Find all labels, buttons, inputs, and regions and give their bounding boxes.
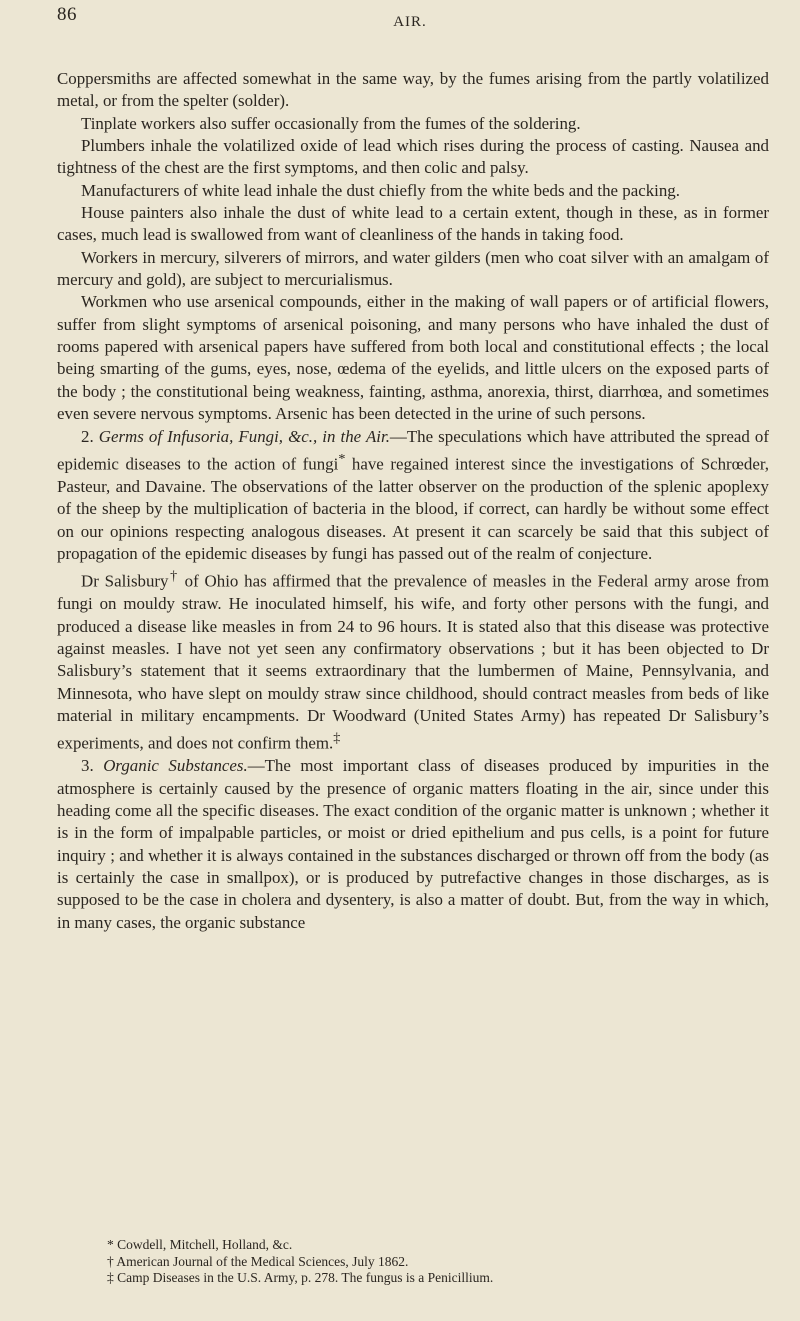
paragraph-arsenic: Workmen who use arsenical compounds, either in the making of wall papers or of artificial flowers, suffer from slight symptoms of arsenical poisoning, and many persons who have inhaled the dust of rooms papered with arsenical papers have suffered from both local and constitutional effects ; the local being smarting of the gums, eyes, nose, œdema of the eyelids, and little ulcers on the exposed parts of the body ; the constitutional being weakness, fainting, asthma, anorexia, thirst, diarrhœa, and sometimes even severe nervous symptoms. Arsenic has been detected in the urine of such persons. bbox=[57, 292, 769, 424]
section-3-number: 3. bbox=[81, 756, 94, 776]
salisbury-text-a: Dr Salisbury bbox=[81, 571, 169, 591]
paragraph-house-painters: House painters also inhale the dust of white lead to a certain extent, though in these, as in former cases, much lead is swallowed from want of cleanliness of the hands in taking food. bbox=[57, 203, 769, 245]
section-3-heading: Organic Substances. bbox=[103, 756, 248, 776]
paragraph-tinplate: Tinplate workers also suffer occasionally from the fumes of the soldering. bbox=[81, 113, 581, 133]
section-2-text-a: —The speculations which have attributed the spread of epidemic diseases to the action of fungi bbox=[57, 426, 769, 474]
footnote-2: † American Journal of the Medical Sciences, July 1862. bbox=[107, 1253, 409, 1269]
section-3-paragraph bbox=[57, 755, 769, 934]
section-2-text-b: have regained interest since the investigations of Schrœder, Pasteur, and Davaine. The observations of the latter observer on the production of the splenic apoplexy of the sheep by the multiplication of bacteria in the blood, if correct, can hardly be without some effect on our opinions respecting analogous diseases. At present it can scarcely be said that this subject of propagation of the epidemic diseases by fungi has passed out of the realm of conjecture. bbox=[57, 454, 769, 563]
footnote-ref-star: * bbox=[338, 450, 346, 467]
running-title: AIR. bbox=[393, 14, 427, 30]
footnote-1: * Cowdell, Mitchell, Holland, &c. bbox=[107, 1237, 293, 1252]
section-2-heading: Germs of Infusoria, Fungi, &c., in the Air. bbox=[98, 426, 390, 446]
footnotes bbox=[107, 1237, 757, 1287]
paragraph-white-lead: Manufacturers of white lead inhale the dust chiefly from the white beds and the packing. bbox=[81, 180, 680, 200]
section-2-number: 2. bbox=[81, 426, 94, 446]
body-text bbox=[57, 68, 769, 934]
footnote-3: ‡ Camp Diseases in the U.S. Army, p. 278. The fungus is a Penicillium. bbox=[107, 1270, 494, 1286]
footnote-ref-dagger: † bbox=[168, 568, 179, 585]
paragraph-salisbury bbox=[57, 565, 769, 755]
paragraph-mercury: Workers in mercury, silverers of mirrors, and water gilders (men who coat silver with an amalgam of mercury and gold), are subject to mercurialismus. bbox=[57, 247, 769, 290]
salisbury-text-b: of Ohio has affirmed that the prevalence of measles in the Federal army arose from fungi on mouldy straw. He inoculated himself, his wife, and forty other persons with the fungi, and produced a disease like measles in from 24 to 96 hours. It is stated also that this disease was protective against measles. I have not yet seen any confirmatory observations ; but it has been objected to Dr Salisbury’s statement that it seems extraordinary that the lumbermen of Maine, Pennsylvania, and Minnesota, who have slept on mouldy straw since childhood, should contract measles from beds of like material in military encampments. Dr Woodward (United States Army) has repeated Dr Salisbury’s experiments, and does not confirm them. bbox=[57, 571, 769, 753]
footnote-ref-double-dagger: ‡ bbox=[333, 730, 341, 747]
section-2-paragraph bbox=[57, 426, 769, 566]
paragraph-plumbers: Plumbers inhale the volatilized oxide of lead which rises during the process of casting. Nausea and tightness of the chest are the first symptoms, and then colic and palsy. bbox=[57, 136, 769, 178]
page-number: 86 bbox=[57, 4, 77, 25]
section-3-text: —The most important class of diseases produced by impurities in the atmosphere is certainly caused by the presence of organic matters floating in the air, since under this heading come all the specific diseases. The exact condition of the organic matter is unknown ; whether it is in the form of impalpable particles, or moist or dried epithelium and pus cells, is a point for future inquiry ; and whether it is always contained in the substances discharged or thrown off from the body (as is certainly the case in smallpox), or is produced by putrefactive changes in those discharges, as is supposed to be the case in cholera and dysentery, is also a matter of doubt. But, from the way in which, in many cases, the organic substance bbox=[57, 756, 769, 932]
paragraph-coppersmiths: Coppersmiths are affected somewhat in the same way, by the fumes arising from the partly volatilized metal, or from the spelter (solder). bbox=[57, 69, 769, 111]
